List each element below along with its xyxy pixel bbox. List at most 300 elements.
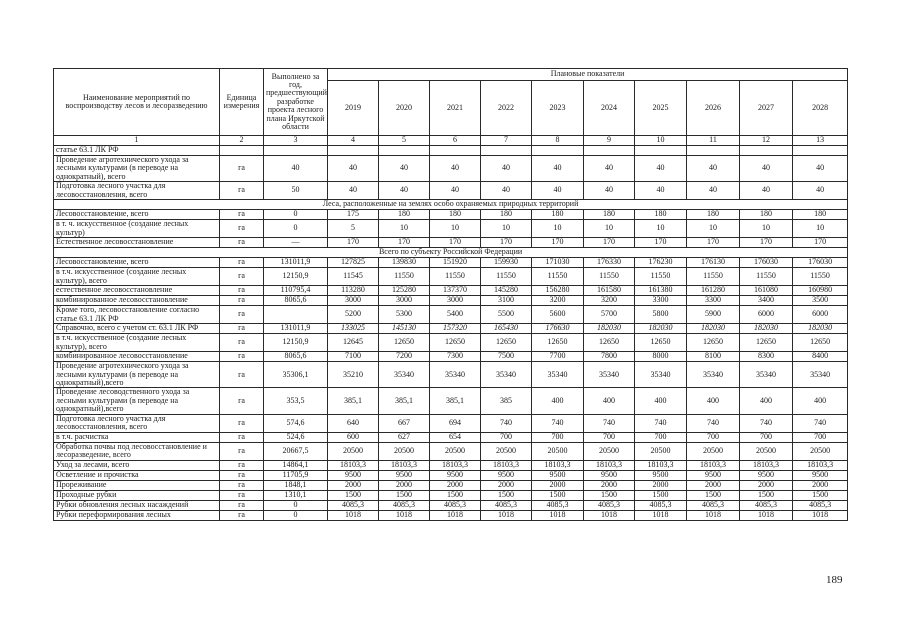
- row-value: 1500: [328, 490, 379, 500]
- row-value: 180: [379, 210, 430, 220]
- row-value: 40: [328, 156, 379, 182]
- row-done: 20667,5: [264, 442, 328, 460]
- row-value: 4085,3: [687, 500, 740, 510]
- section-title: Всего по субъекту Российской Федерации: [54, 248, 848, 258]
- row-name: Рубки обновления лесных насаждений: [54, 500, 220, 510]
- table-row: [54, 296, 848, 306]
- page-number: 189: [826, 574, 843, 586]
- row-value: 1018: [740, 510, 793, 520]
- row-value: [430, 146, 481, 156]
- row-done: 353,5: [264, 388, 328, 414]
- row-value: 165430: [481, 324, 532, 334]
- row-done: 1310,1: [264, 490, 328, 500]
- header-column-number: 11: [687, 136, 740, 146]
- row-name: Рубки переформирования лесных: [54, 510, 220, 520]
- row-value: 400: [532, 388, 584, 414]
- row-name: Кроме того, лесовосстановление согласно статье 63.1 ЛК РФ: [54, 306, 220, 324]
- row-value: 3000: [328, 296, 379, 306]
- row-done: 11705,9: [264, 470, 328, 480]
- header-year: 2022: [481, 81, 532, 136]
- row-done: 14864,1: [264, 460, 328, 470]
- header-done: Выполнено за год, предшествующий разработке проекта лесного плана Иркутской области: [264, 69, 328, 136]
- row-value: 35340: [481, 362, 532, 388]
- row-value: 7100: [328, 352, 379, 362]
- row-value: 35340: [793, 362, 848, 388]
- row-value: 40: [793, 182, 848, 200]
- row-done: 8065,6: [264, 352, 328, 362]
- row-value: 11550: [793, 268, 848, 286]
- row-value: [532, 146, 584, 156]
- row-done: 40: [264, 156, 328, 182]
- row-value: 9500: [635, 470, 687, 480]
- row-name: Обработка почвы под лесовосстановление и лесоразведение, всего: [54, 442, 220, 460]
- row-value: 18103,3: [328, 460, 379, 470]
- row-value: 9500: [687, 470, 740, 480]
- row-value: 10: [430, 220, 481, 238]
- row-value: 1018: [379, 510, 430, 520]
- row-value: 400: [687, 388, 740, 414]
- row-value: 180: [532, 210, 584, 220]
- row-value: 40: [379, 182, 430, 200]
- table-row: [54, 490, 848, 500]
- row-value: 3400: [740, 296, 793, 306]
- row-value: 8400: [793, 352, 848, 362]
- table-row: [54, 334, 848, 352]
- row-value: 12650: [430, 334, 481, 352]
- row-value: 11550: [635, 268, 687, 286]
- row-value: 176030: [793, 258, 848, 268]
- row-value: 35340: [584, 362, 635, 388]
- header-planned: Плановые показатели: [328, 69, 848, 81]
- header-column-number: 9: [584, 136, 635, 146]
- table-row: [54, 460, 848, 470]
- row-value: 4085,3: [584, 500, 635, 510]
- row-value: 4085,3: [430, 500, 481, 510]
- row-unit: га: [220, 296, 264, 306]
- row-value: 1018: [687, 510, 740, 520]
- row-name: в т.ч. искусственное (создание лесных культур), всего: [54, 268, 220, 286]
- row-value: 12650: [379, 334, 430, 352]
- row-value: 700: [532, 432, 584, 442]
- row-value: [793, 146, 848, 156]
- header-unit: Единица измерения: [220, 69, 264, 136]
- row-value: 10: [740, 220, 793, 238]
- row-unit: га: [220, 500, 264, 510]
- row-done: 131011,9: [264, 324, 328, 334]
- row-value: 7800: [584, 352, 635, 362]
- table-row: [54, 480, 848, 490]
- header-column-number: 7: [481, 136, 532, 146]
- row-value: 5600: [532, 306, 584, 324]
- row-value: [584, 146, 635, 156]
- row-value: 40: [379, 156, 430, 182]
- row-name: Уход за лесами, всего: [54, 460, 220, 470]
- row-value: 10: [481, 220, 532, 238]
- row-value: 5: [328, 220, 379, 238]
- row-value: 35340: [379, 362, 430, 388]
- row-value: 20500: [740, 442, 793, 460]
- row-value: 180: [740, 210, 793, 220]
- row-value: 10: [379, 220, 430, 238]
- row-value: 1018: [481, 510, 532, 520]
- row-value: 35210: [328, 362, 379, 388]
- row-value: 5400: [430, 306, 481, 324]
- row-value: 9500: [328, 470, 379, 480]
- row-value: 40: [481, 182, 532, 200]
- row-value: 11550: [379, 268, 430, 286]
- row-value: 11550: [481, 268, 532, 286]
- row-value: 6000: [740, 306, 793, 324]
- row-value: 20500: [379, 442, 430, 460]
- row-value: 170: [328, 238, 379, 248]
- row-value: 740: [584, 414, 635, 432]
- row-name: статье 63.1 ЛК РФ: [54, 146, 220, 156]
- row-value: 1500: [584, 490, 635, 500]
- row-value: 35340: [635, 362, 687, 388]
- header-year: 2027: [740, 81, 793, 136]
- row-value: 35340: [740, 362, 793, 388]
- row-value: 12650: [481, 334, 532, 352]
- row-value: 1018: [430, 510, 481, 520]
- row-value: 385,1: [379, 388, 430, 414]
- row-value: 40: [430, 182, 481, 200]
- row-value: 175: [328, 210, 379, 220]
- row-value: 180: [687, 210, 740, 220]
- row-value: 700: [635, 432, 687, 442]
- row-done: 0: [264, 210, 328, 220]
- row-unit: га: [220, 362, 264, 388]
- row-value: 20500: [481, 442, 532, 460]
- row-value: 2000: [740, 480, 793, 490]
- row-value: 740: [687, 414, 740, 432]
- row-value: 694: [430, 414, 481, 432]
- table-row: [54, 156, 848, 182]
- row-name: естественное лесовосстановление: [54, 286, 220, 296]
- header-year: 2023: [532, 81, 584, 136]
- row-name: Проведение лесоводственного ухода за лесными культурами (в переводе на однократный),всего: [54, 388, 220, 414]
- row-value: 7200: [379, 352, 430, 362]
- header-column-number: 1: [54, 136, 220, 146]
- row-value: 9500: [379, 470, 430, 480]
- row-value: 12650: [687, 334, 740, 352]
- row-value: 12650: [584, 334, 635, 352]
- row-unit: га: [220, 220, 264, 238]
- table-row: [54, 268, 848, 286]
- row-value: 8100: [687, 352, 740, 362]
- row-done: 0: [264, 510, 328, 520]
- row-done: [264, 306, 328, 324]
- row-value: 10: [635, 220, 687, 238]
- row-value: 160980: [793, 286, 848, 296]
- row-unit: га: [220, 334, 264, 352]
- row-done: 0: [264, 220, 328, 238]
- row-value: 11545: [328, 268, 379, 286]
- row-value: 170: [532, 238, 584, 248]
- row-value: 12650: [532, 334, 584, 352]
- row-value: 35340: [687, 362, 740, 388]
- header-year: 2020: [379, 81, 430, 136]
- row-unit: га: [220, 470, 264, 480]
- row-value: [635, 146, 687, 156]
- row-value: 9500: [481, 470, 532, 480]
- header-name: Наименование мероприятий по воспроизводству лесов и лесоразведению: [54, 69, 220, 136]
- row-value: 2000: [481, 480, 532, 490]
- row-value: 4085,3: [379, 500, 430, 510]
- table-body: [54, 146, 848, 521]
- row-value: 12650: [740, 334, 793, 352]
- row-value: 700: [687, 432, 740, 442]
- row-value: 40: [635, 182, 687, 200]
- row-value: 400: [584, 388, 635, 414]
- row-value: 145130: [379, 324, 430, 334]
- row-value: 176130: [687, 258, 740, 268]
- row-value: 161380: [635, 286, 687, 296]
- row-value: 2000: [328, 480, 379, 490]
- row-value: 139830: [379, 258, 430, 268]
- row-value: 1018: [635, 510, 687, 520]
- header-column-number: 8: [532, 136, 584, 146]
- row-value: 2000: [584, 480, 635, 490]
- row-value: 182030: [635, 324, 687, 334]
- row-value: 385,1: [328, 388, 379, 414]
- row-value: 20500: [687, 442, 740, 460]
- row-name: Естественное лесовосстановление: [54, 238, 220, 248]
- row-value: 2000: [687, 480, 740, 490]
- row-value: 3000: [379, 296, 430, 306]
- section-title: Леса, расположенные на землях особо охраняемых природных территорий: [54, 200, 848, 210]
- row-name: Лесовосстановление, всего: [54, 210, 220, 220]
- row-value: 127825: [328, 258, 379, 268]
- row-value: 170: [740, 238, 793, 248]
- row-value: 385: [481, 388, 532, 414]
- row-name: Проведение агротехнического ухода за лесными культурами (в переводе на однократный), всего: [54, 156, 220, 182]
- row-value: 4085,3: [740, 500, 793, 510]
- row-value: 740: [635, 414, 687, 432]
- row-value: 11550: [430, 268, 481, 286]
- row-done: 0: [264, 500, 328, 510]
- row-done: 1848,1: [264, 480, 328, 490]
- row-value: 182030: [793, 324, 848, 334]
- row-value: 12650: [635, 334, 687, 352]
- row-value: 1018: [532, 510, 584, 520]
- header-column-numbers-row: [54, 136, 848, 146]
- row-value: 176030: [740, 258, 793, 268]
- row-value: 137370: [430, 286, 481, 296]
- table-row: [54, 442, 848, 460]
- row-value: 9500: [584, 470, 635, 480]
- row-value: 9500: [430, 470, 481, 480]
- row-value: 145280: [481, 286, 532, 296]
- row-value: 1500: [635, 490, 687, 500]
- table-row: [54, 414, 848, 432]
- row-name: в т.ч. искусственное (создание лесных культур), всего: [54, 334, 220, 352]
- table-row: [54, 500, 848, 510]
- row-value: 5500: [481, 306, 532, 324]
- row-value: [328, 146, 379, 156]
- row-value: 3300: [635, 296, 687, 306]
- row-value: 667: [379, 414, 430, 432]
- row-value: 1500: [481, 490, 532, 500]
- row-value: 1018: [584, 510, 635, 520]
- row-value: 4085,3: [635, 500, 687, 510]
- row-value: 1018: [328, 510, 379, 520]
- row-value: 7700: [532, 352, 584, 362]
- row-value: 170: [793, 238, 848, 248]
- row-value: 700: [584, 432, 635, 442]
- row-value: 18103,3: [481, 460, 532, 470]
- row-done: 12150,9: [264, 334, 328, 352]
- row-unit: га: [220, 414, 264, 432]
- row-name: Подготовка лесного участка для лесовосстановления, всего: [54, 414, 220, 432]
- row-value: 176230: [635, 258, 687, 268]
- row-value: 4085,3: [532, 500, 584, 510]
- row-value: 640: [328, 414, 379, 432]
- row-value: 2000: [793, 480, 848, 490]
- row-value: 4085,3: [328, 500, 379, 510]
- row-value: 5800: [635, 306, 687, 324]
- row-value: 11550: [687, 268, 740, 286]
- row-name: Справочно, всего с учетом ст. 63.1 ЛК РФ: [54, 324, 220, 334]
- header-column-number: 13: [793, 136, 848, 146]
- row-value: 1500: [532, 490, 584, 500]
- row-value: 133025: [328, 324, 379, 334]
- row-unit: га: [220, 306, 264, 324]
- row-value: 125280: [379, 286, 430, 296]
- row-value: 18103,3: [584, 460, 635, 470]
- table-row: [54, 286, 848, 296]
- row-value: 400: [635, 388, 687, 414]
- row-value: 3100: [481, 296, 532, 306]
- header-year: 2028: [793, 81, 848, 136]
- row-value: 180: [635, 210, 687, 220]
- row-done: [264, 146, 328, 156]
- row-value: 40: [740, 156, 793, 182]
- row-unit: га: [220, 286, 264, 296]
- row-done: 524,6: [264, 432, 328, 442]
- row-value: 3300: [687, 296, 740, 306]
- row-value: 18103,3: [635, 460, 687, 470]
- header-column-number: 12: [740, 136, 793, 146]
- row-value: 7500: [481, 352, 532, 362]
- row-value: 5900: [687, 306, 740, 324]
- row-value: 6000: [793, 306, 848, 324]
- row-name: Проходные рубки: [54, 490, 220, 500]
- row-value: 40: [481, 156, 532, 182]
- row-value: 18103,3: [379, 460, 430, 470]
- row-unit: га: [220, 432, 264, 442]
- row-done: 35306,1: [264, 362, 328, 388]
- row-value: 113280: [328, 286, 379, 296]
- row-value: 1500: [687, 490, 740, 500]
- table-row: [54, 352, 848, 362]
- row-value: 182030: [584, 324, 635, 334]
- row-value: 10: [532, 220, 584, 238]
- row-value: 1500: [740, 490, 793, 500]
- row-value: 159930: [481, 258, 532, 268]
- row-value: 40: [740, 182, 793, 200]
- row-done: 8065,6: [264, 296, 328, 306]
- row-value: 151920: [430, 258, 481, 268]
- row-value: 176630: [532, 324, 584, 334]
- row-value: 176330: [584, 258, 635, 268]
- row-unit: га: [220, 324, 264, 334]
- row-value: 400: [793, 388, 848, 414]
- row-unit: га: [220, 268, 264, 286]
- row-value: 700: [481, 432, 532, 442]
- row-name: комбинированное лесовосстановление: [54, 296, 220, 306]
- section-row: [54, 248, 848, 258]
- row-done: 110795,4: [264, 286, 328, 296]
- row-done: 12150,9: [264, 268, 328, 286]
- row-value: 170: [687, 238, 740, 248]
- header-column-number: 2: [220, 136, 264, 146]
- row-value: 12645: [328, 334, 379, 352]
- row-value: 5200: [328, 306, 379, 324]
- row-value: 40: [584, 156, 635, 182]
- row-value: 9500: [740, 470, 793, 480]
- row-value: 18103,3: [687, 460, 740, 470]
- row-value: 11550: [740, 268, 793, 286]
- row-name: Лесовосстановление, всего: [54, 258, 220, 268]
- row-unit: га: [220, 156, 264, 182]
- header-year: 2024: [584, 81, 635, 136]
- row-value: 2000: [430, 480, 481, 490]
- row-name: в т.ч. расчистка: [54, 432, 220, 442]
- header-column-number: 6: [430, 136, 481, 146]
- row-value: 40: [687, 156, 740, 182]
- row-value: 8300: [740, 352, 793, 362]
- row-value: 20500: [532, 442, 584, 460]
- row-value: 156280: [532, 286, 584, 296]
- row-value: 157320: [430, 324, 481, 334]
- row-value: 180: [430, 210, 481, 220]
- row-value: 18103,3: [532, 460, 584, 470]
- row-value: [687, 146, 740, 156]
- row-value: 161580: [584, 286, 635, 296]
- row-unit: га: [220, 510, 264, 520]
- row-value: 700: [740, 432, 793, 442]
- row-unit: га: [220, 258, 264, 268]
- row-value: 8000: [635, 352, 687, 362]
- section-row: [54, 200, 848, 210]
- row-value: 5300: [379, 306, 430, 324]
- table-row: [54, 210, 848, 220]
- table-row: [54, 258, 848, 268]
- row-unit: га: [220, 210, 264, 220]
- row-value: 3000: [430, 296, 481, 306]
- row-value: [740, 146, 793, 156]
- header-year: 2019: [328, 81, 379, 136]
- row-value: 40: [584, 182, 635, 200]
- row-unit: га: [220, 442, 264, 460]
- row-value: 161080: [740, 286, 793, 296]
- row-value: 18103,3: [430, 460, 481, 470]
- row-value: 40: [430, 156, 481, 182]
- row-value: 1500: [793, 490, 848, 500]
- row-value: 2000: [635, 480, 687, 490]
- row-value: 600: [328, 432, 379, 442]
- row-value: 740: [793, 414, 848, 432]
- table-row: [54, 432, 848, 442]
- table-row: [54, 306, 848, 324]
- row-value: 1500: [379, 490, 430, 500]
- header-year: 2021: [430, 81, 481, 136]
- row-value: 5700: [584, 306, 635, 324]
- row-value: 170: [481, 238, 532, 248]
- row-value: 40: [687, 182, 740, 200]
- table-row: [54, 238, 848, 248]
- row-value: 180: [481, 210, 532, 220]
